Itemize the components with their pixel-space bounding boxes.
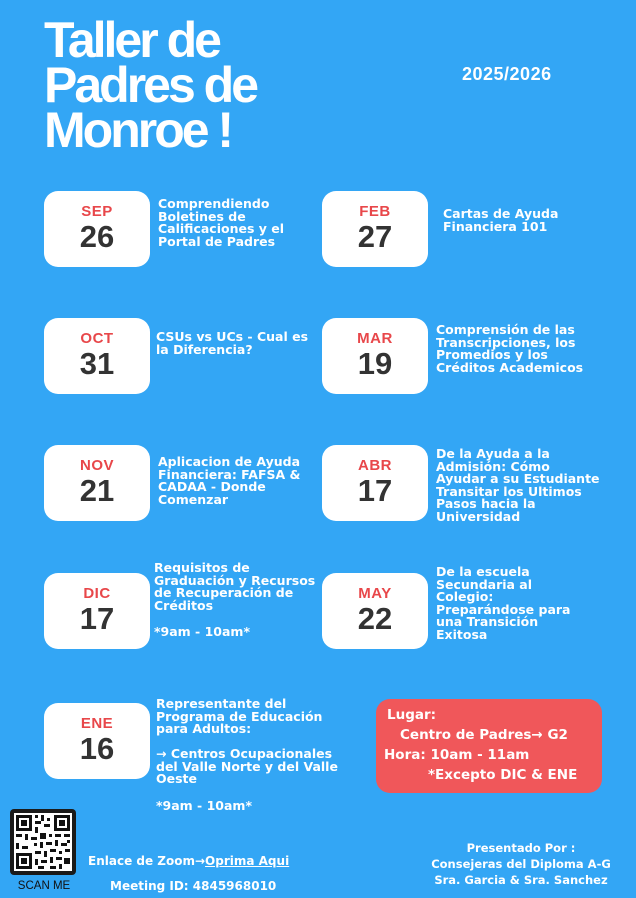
topic-line: CADAA - Donde <box>158 479 266 494</box>
topic-line: Financiera: FAFSA & <box>158 466 301 482</box>
date-card-ene <box>44 703 150 779</box>
topic-line: Comprendiendo <box>158 196 270 211</box>
meeting-id: Meeting ID: 4845968010 <box>110 879 277 893</box>
date-month: FEB <box>359 203 391 220</box>
topic-line: Portal de Padres <box>158 233 276 249</box>
topic-line: Oeste <box>156 771 197 786</box>
date-month: MAY <box>358 585 392 602</box>
date-day: 31 <box>79 346 115 381</box>
date-card-oct <box>44 318 150 394</box>
page-title <box>44 12 344 158</box>
topic-line: Boletines de <box>158 208 246 224</box>
topic-line: Transcripciones, los <box>436 334 576 350</box>
topic-line: para Adultos: <box>156 721 252 736</box>
venue-label: Lugar: <box>387 707 437 723</box>
date-day: 22 <box>357 601 393 636</box>
date-month: ABR <box>358 457 392 474</box>
date-card-sep <box>44 191 150 267</box>
topic-line: de Recuperación de <box>154 585 294 600</box>
topic-line: CSUs vs UCs - Cual es <box>156 329 309 344</box>
date-day: 19 <box>357 346 393 381</box>
date-month: MAR <box>357 330 393 347</box>
presented-by-block <box>418 840 624 888</box>
date-card-abr <box>322 445 428 521</box>
time-note: *9am - 10am* <box>156 797 252 813</box>
date-day: 16 <box>79 731 115 766</box>
topic-line: Calificaciones y el <box>158 221 285 236</box>
topic-line: Exitosa <box>436 626 488 642</box>
topic-line: Secundaria al <box>436 576 533 592</box>
date-card-mar <box>322 318 428 394</box>
topic-line: la Diferencia? <box>156 341 253 357</box>
topic-line: → Centros Ocupacionales <box>156 746 333 761</box>
topic-line: Requisitos de <box>154 560 250 575</box>
zoom-link[interactable]: Oprima Aqui <box>205 854 290 868</box>
date-day: 17 <box>357 473 393 508</box>
presenters-names: Sra. Garcia & Sra. Sanchez <box>434 873 608 887</box>
date-card-may <box>322 573 428 649</box>
topic-line: Admisión: Cómo <box>436 458 550 474</box>
topic-line: Colegio: <box>436 589 494 604</box>
date-month: SEP <box>81 203 113 220</box>
venue-exception: *Excepto DIC & ENE <box>428 767 578 783</box>
venue-place: Centro de Padres→ G2 <box>400 727 568 743</box>
event-topic-may <box>436 566 570 641</box>
zoom-label: Enlace de Zoom→ <box>88 854 206 868</box>
date-month: OCT <box>80 330 114 347</box>
topic-line: Financiera 101 <box>443 218 548 234</box>
date-card-dic <box>44 573 150 649</box>
school-year: 2025/2026 <box>462 64 552 84</box>
date-day: 17 <box>79 601 115 636</box>
topic-line: del Valle Norte y del Valle <box>156 758 338 774</box>
venue-hours: Hora: 10am - 11am <box>384 747 530 763</box>
topic-line: una Transición <box>436 614 539 629</box>
topic-line: Universidad <box>436 508 521 524</box>
topic-line: Créditos Academicos <box>436 359 584 375</box>
event-topic-dic <box>154 562 315 639</box>
date-month: DIC <box>83 585 111 602</box>
event-topic-sep <box>158 198 284 248</box>
title-line-2: Padres de <box>44 57 257 113</box>
zoom-link-line <box>88 854 289 868</box>
scan-me-label: SCAN ME <box>17 880 71 892</box>
date-card-nov <box>44 445 150 521</box>
title-line-1: Taller de <box>44 12 219 68</box>
topic-line: Comprensión de las <box>436 322 575 337</box>
date-month: NOV <box>79 457 114 474</box>
event-topic-abr <box>436 448 600 523</box>
topic-line: Pasos hacia la <box>436 496 536 511</box>
qr-code[interactable] <box>10 809 76 875</box>
event-topic-ene <box>156 698 338 812</box>
topic-line: Programa de Educación <box>156 708 323 724</box>
topic-line: Comenzar <box>158 491 229 507</box>
topic-line: Ayudar a su Estudiante <box>436 471 600 486</box>
topic-line: Transitar los Ultimos <box>436 483 582 499</box>
qr-code-icon <box>10 809 76 875</box>
date-card-feb <box>322 191 428 267</box>
topic-line: Cartas de Ayuda <box>443 206 559 221</box>
date-day: 21 <box>79 473 115 508</box>
topic-line: Graduación y Recursos <box>154 572 316 588</box>
topic-line: De la Ayuda a la <box>436 446 550 461</box>
time-note: *9am - 10am* <box>154 624 250 639</box>
topic-line: Créditos <box>154 597 214 613</box>
date-month: ENE <box>80 715 114 732</box>
date-day: 26 <box>79 219 115 254</box>
topic-line: Representante del <box>156 696 287 711</box>
topic-line: Preparándose para <box>436 601 571 617</box>
topic-line: Promedios y los <box>436 347 548 362</box>
presented-by-label: Presentado Por : <box>466 841 576 855</box>
topic-line: Aplicacion de Ayuda <box>158 454 301 469</box>
event-topic-mar <box>436 324 583 374</box>
event-topic-nov <box>158 456 300 506</box>
topic-line: De la escuela <box>436 564 530 579</box>
date-day: 27 <box>357 219 393 254</box>
event-topic-feb <box>443 208 558 233</box>
presenters-group: Consejeras del Diploma A-G <box>431 857 611 871</box>
event-topic-oct <box>156 331 308 356</box>
venue-box <box>376 699 602 793</box>
title-line-3: Monroe ! <box>44 102 232 158</box>
